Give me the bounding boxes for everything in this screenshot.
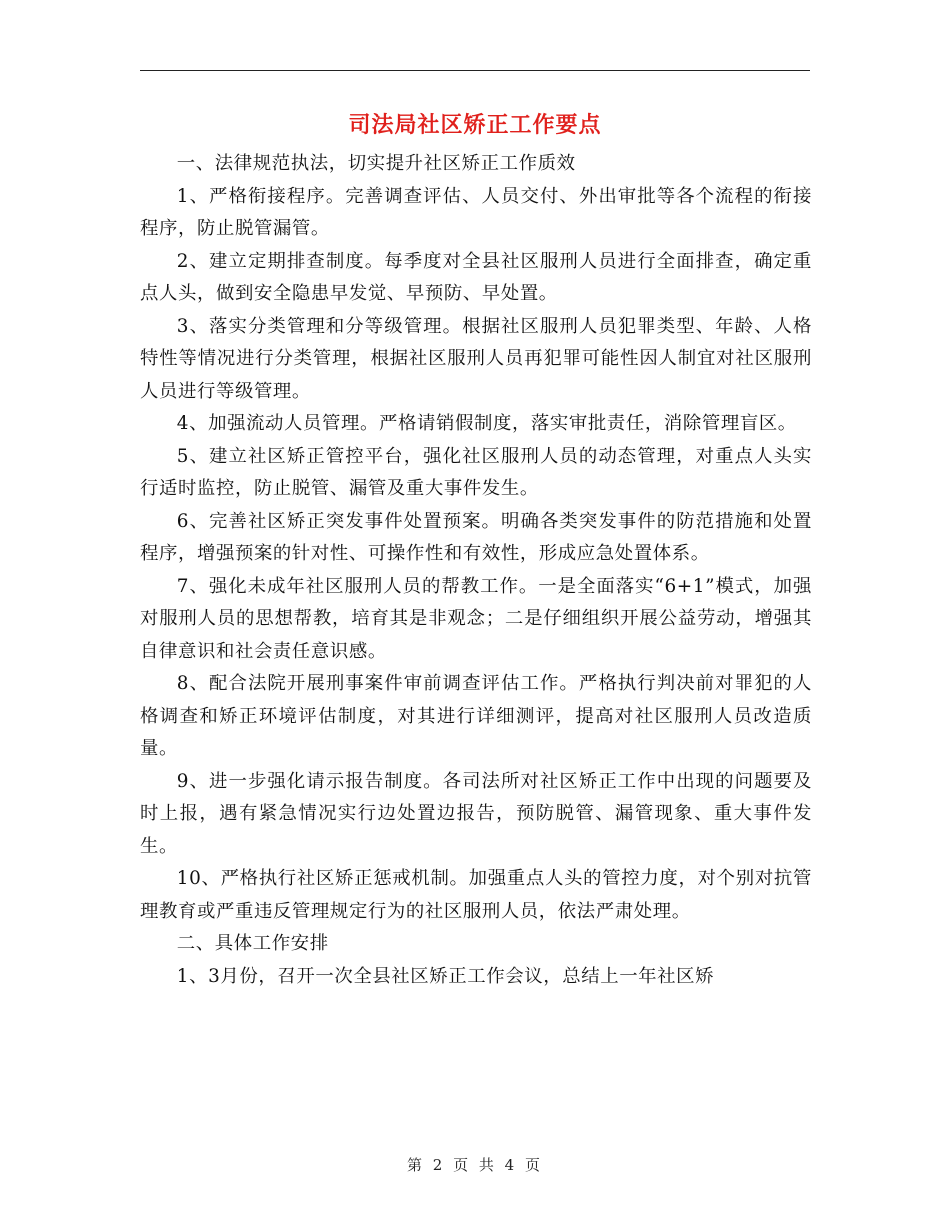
paragraph: 9、进一步强化请示报告制度。各司法所对社区矫正工作中出现的问题要及时上报，遇有紧急情况实行边处置边报告，预防脱管、漏管现象、重大事件发生。 bbox=[140, 770, 812, 857]
paragraph: 10、严格执行社区矫正惩戒机制。加强重点人头的管控力度，对个别对抗管理教育或严重违反管理规定行为的社区服刑人员，依法严肃处理。 bbox=[140, 868, 812, 922]
paragraph: 8、配合法院开展刑事案件审前调查评估工作。严格执行判决前对罪犯的人格调查和矫正环境评估制度，对其进行详细测评，提高对社区服刑人员改造质量。 bbox=[140, 673, 812, 759]
paragraph: 1、3月份，召开一次全县社区矫正工作会议，总结上一年社区矫 bbox=[176, 965, 715, 987]
paragraph: 2、建立定期排查制度。每季度对全县社区服刑人员进行全面排查，确定重点人头，做到安全隐患早发觉、早预防、早处置。 bbox=[140, 250, 812, 304]
header-rule bbox=[140, 70, 810, 71]
document-body bbox=[140, 148, 812, 993]
section-heading-1: 一、法律规范执法，切实提升社区矫正工作质效 bbox=[176, 153, 576, 174]
section-heading-2: 二、具体工作安排 bbox=[176, 933, 329, 954]
paragraph: 7、强化未成年社区服刑人员的帮教工作。一是全面落实“6+1”模式，加强对服刑人员的思想帮教，培育其是非观念；二是仔细组织开展公益劳动，增强其自律意识和社会责任意识感。 bbox=[140, 575, 812, 662]
paragraph: 1、严格衔接程序。完善调查评估、人员交付、外出审批等各个流程的衔接程序，防止脱管漏管。 bbox=[140, 185, 812, 239]
paragraph: 5、建立社区矫正管控平台，强化社区服刑人员的动态管理，对重点人头实行适时监控，防止脱管、漏管及重大事件发生。 bbox=[140, 445, 812, 499]
page-footer: 第 2 页 共 4 页 bbox=[407, 1156, 543, 1174]
document-title: 司法局社区矫正工作要点 bbox=[348, 112, 602, 138]
paragraph: 6、完善社区矫正突发事件处置预案。明确各类突发事件的防范措施和处置程序，增强预案的针对性、可操作性和有效性，形成应急处置体系。 bbox=[140, 510, 812, 564]
paragraph: 3、落实分类管理和分等级管理。根据社区服刑人员犯罪类型、年龄、人格特性等情况进行分类管理，根据社区服刑人员再犯罪可能性因人制宜对社区服刑人员进行等级管理。 bbox=[140, 315, 812, 402]
paragraph: 4、加强流动人员管理。严格请销假制度，落实审批责任，消除管理盲区。 bbox=[176, 413, 797, 434]
